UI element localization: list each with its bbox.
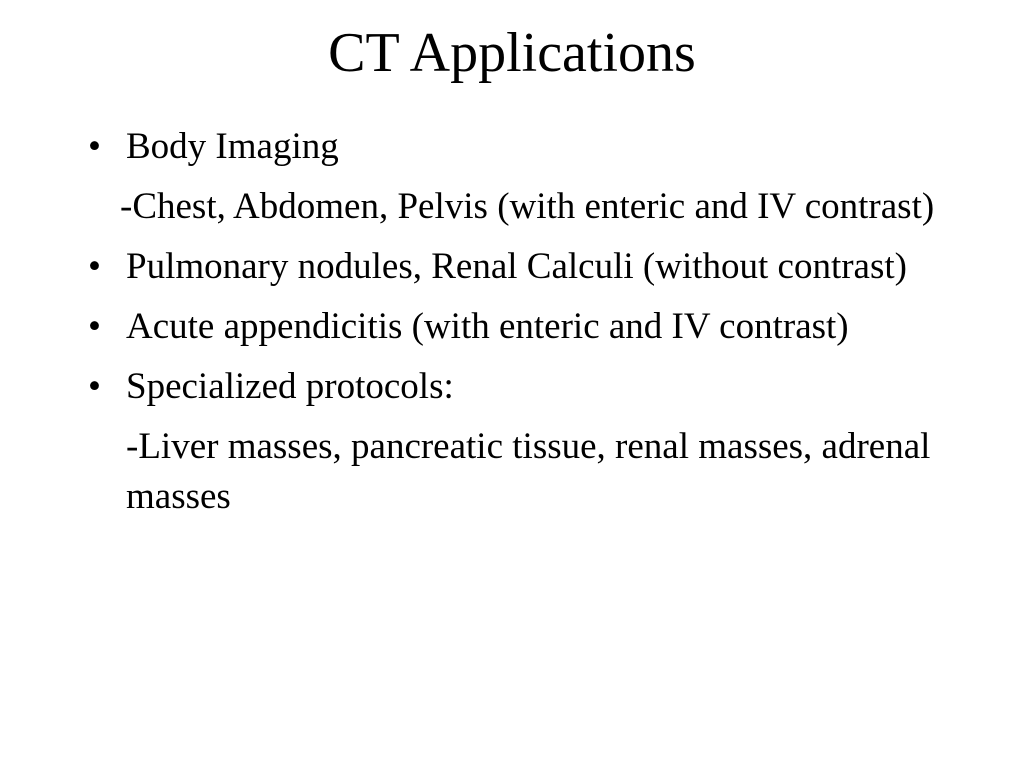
slide-content xyxy=(84,122,964,532)
bullet-item-text: Body Imaging xyxy=(126,126,339,167)
bullet-icon: • xyxy=(88,246,101,287)
sub-item-protocol-targets: -Liver masses, pancreatic tissue, renal masses, adrenal masses xyxy=(126,426,931,517)
bullet-item-pulmonary-renal xyxy=(84,242,964,292)
slide-title: CT Applications xyxy=(328,22,696,84)
bullet-item-appendicitis xyxy=(84,302,964,352)
bullet-icon: • xyxy=(88,366,101,407)
bullet-item-text: Specialized protocols: xyxy=(126,366,454,407)
bullet-item-body-imaging xyxy=(84,122,964,172)
bullet-icon: • xyxy=(88,306,101,347)
bullet-item-specialized-protocols xyxy=(84,362,964,412)
bullet-item-text: Pulmonary nodules, Renal Calculi (without contrast) xyxy=(126,246,907,287)
bullet-item-text: Acute appendicitis (with enteric and IV contrast) xyxy=(126,306,849,347)
bullet-icon: • xyxy=(88,126,101,167)
sub-item-body-regions: -Chest, Abdomen, Pelvis (with enteric and IV contrast) xyxy=(120,186,935,227)
